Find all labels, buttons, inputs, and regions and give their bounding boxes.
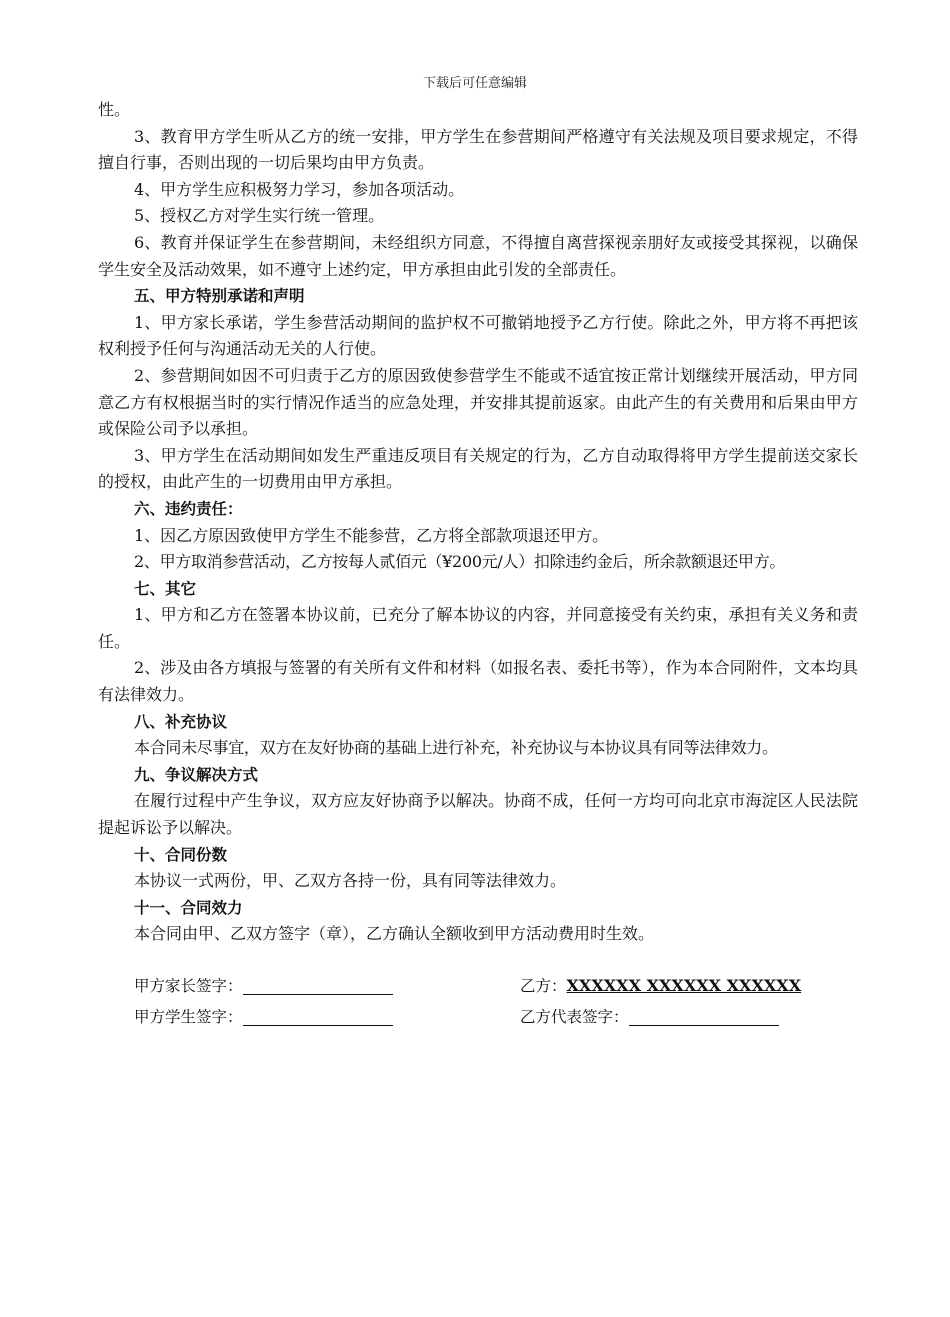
clause-5-1: 1、甲方家长承诺，学生参营活动期间的监护权不可撤销地授予乙方行使。除此之外，甲方将不再把该权利授予任何与沟通活动无关的人行使。: [98, 312, 858, 359]
clause-8: 本合同未尽事宜，双方在友好协商的基础上进行补充，补充协议与本协议具有同等法律效力。: [134, 738, 778, 758]
clause-4-5: 5、授权乙方对学生实行统一管理。: [134, 206, 385, 226]
section-heading-11: 十一、合同效力: [134, 898, 243, 917]
party-b-rep-signature: [520, 1004, 779, 1030]
student-signature-label: 甲方学生签字：: [134, 1008, 243, 1026]
clause-6-2: 2、甲方取消参营活动，乙方按每人贰佰元（¥200元/人）扣除违约金后，所余款额退还甲方。: [134, 552, 786, 572]
party-b-name: XXXXXX XXXXXX XXXXXX: [566, 976, 802, 995]
student-signature: [134, 1004, 393, 1030]
clause-6-1: 1、因乙方原因致使甲方学生不能参营，乙方将全部款项退还甲方。: [134, 525, 609, 545]
section-heading-7: 七、其它: [134, 579, 197, 598]
clause-9: 在履行过程中产生争议，双方应友好协商予以解决。协商不成，任何一方均可向北京市海淀区人民法院提起诉讼予以解决。: [98, 791, 858, 838]
clause-11: 本合同由甲、乙双方签字（章），乙方确认全额收到甲方活动费用时生效。: [134, 924, 655, 944]
clause-5-3: 3、甲方学生在活动期间如发生严重违反项目有关规定的行为，乙方自动取得将甲方学生提前送交家长的授权，由此产生的一切费用由甲方承担。: [98, 445, 858, 492]
section-heading-10: 十、合同份数: [134, 845, 228, 864]
parent-signature-label: 甲方家长签字：: [134, 977, 243, 995]
signature-row-1: [134, 973, 834, 999]
parent-signature-line[interactable]: [243, 976, 393, 995]
section-heading-5: 五、甲方特别承诺和声明: [134, 287, 305, 306]
clause-4-3: 3、教育甲方学生听从乙方的统一安排，甲方学生在参营期间严格遵守有关法规及项目要求规定，不得擅自行事，否则出现的一切后果均由甲方负责。: [98, 126, 858, 173]
party-b-rep-signature-line[interactable]: [629, 1007, 779, 1026]
party-b-label: 乙方：: [520, 977, 567, 995]
section-heading-6: 六、违约责任：: [134, 499, 243, 518]
signature-row-2: [134, 1004, 834, 1030]
clause-10: 本协议一式两份，甲、乙双方各持一份，具有同等法律效力。: [134, 871, 567, 891]
party-b: [520, 973, 801, 999]
clause-4-6: 6、教育并保证学生在参营期间，未经组织方同意，不得擅自离营探视亲朋好友或接受其探视，以确保学生安全及活动效果，如不遵守上述约定，甲方承担由此引发的全部责任。: [98, 232, 858, 279]
clause-7-1: 1、甲方和乙方在签署本协议前，已充分了解本协议的内容，并同意接受有关约束，承担有关义务和责任。: [98, 605, 858, 651]
section-heading-9: 九、争议解决方式: [134, 765, 259, 784]
party-b-rep-label: 乙方代表签字：: [520, 1008, 629, 1026]
parent-signature: [134, 973, 393, 999]
paragraph-continuation: 性。: [98, 100, 131, 119]
clause-7-2: 2、涉及由各方填报与签署的有关所有文件和材料（如报名表、委托书等），作为本合同附件，文本均具有法律效力。: [98, 658, 858, 705]
student-signature-line[interactable]: [243, 1007, 393, 1026]
clause-5-2: 2、参营期间如因不可归责于乙方的原因致使参营学生不能或不适宜按正常计划继续开展活动，甲方同意乙方有权根据当时的实行情况作适当的应急处理，并安排其提前返家。由此产生的有关费用和后果由甲方或保险公司予以承担。: [98, 365, 858, 439]
clause-4-4: 4、甲方学生应积极努力学习，参加各项活动。: [134, 179, 465, 199]
section-heading-8: 八、补充协议: [134, 712, 228, 731]
contract-body: [98, 97, 858, 948]
page-header-note: 下载后可任意编辑: [422, 76, 527, 91]
